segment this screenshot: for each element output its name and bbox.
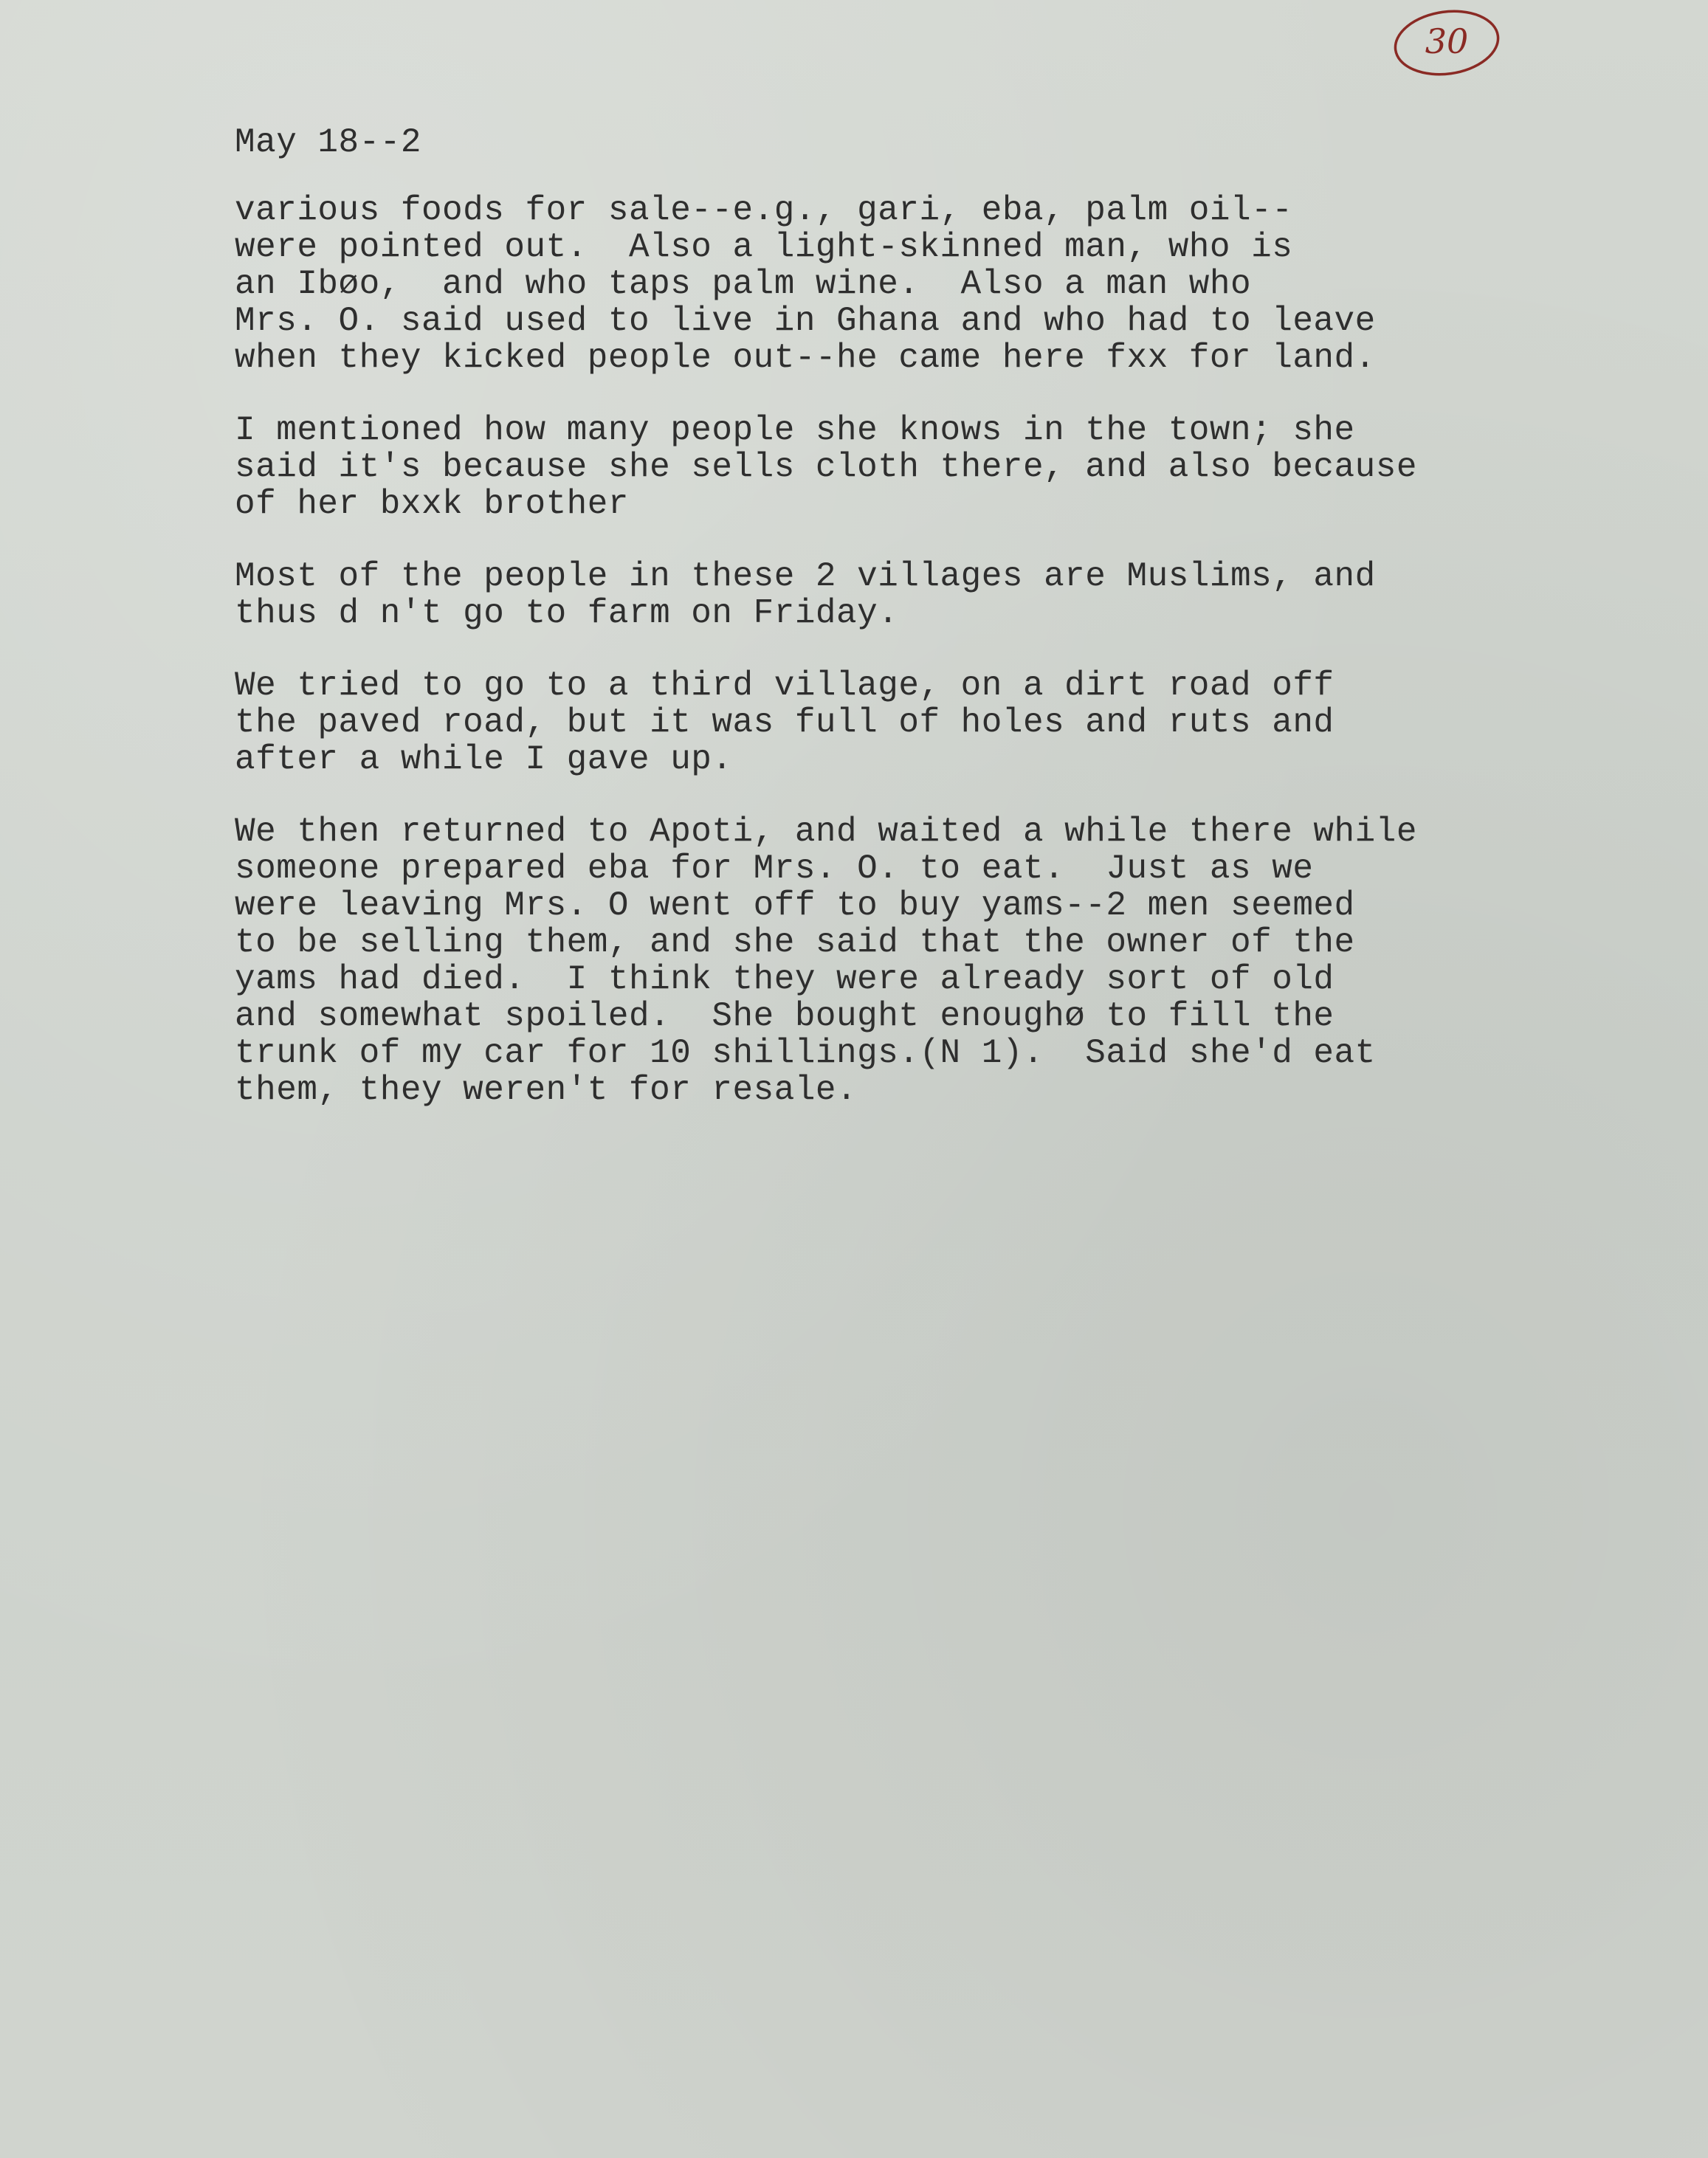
paragraph-3 xyxy=(235,558,1563,632)
text-line: various foods for sale--e.g., gari, eba, palm oil-- xyxy=(235,191,1293,230)
text-line: We then returned to Apoti, and waited a while there while xyxy=(235,813,1417,851)
text-line: them, they weren't for resale. xyxy=(235,1071,858,1109)
paragraph-4 xyxy=(235,667,1563,778)
text-line: to be selling them, and she said that the owner of the xyxy=(235,923,1355,962)
text-line: trunk of my car for 10 shillings.(N 1). Said she'd eat xyxy=(235,1034,1376,1072)
text-line: I mentioned how many people she knows in the town; she xyxy=(235,411,1355,449)
page-number-mark xyxy=(1388,6,1506,80)
text-line: when they kicked people out--he came here fxx for land. xyxy=(235,339,1376,377)
text-line: We tried to go to a third village, on a dirt road off xyxy=(235,666,1335,705)
text-line: Mrs. O. said used to live in Ghana and who had to leave xyxy=(235,302,1376,340)
text-line: the paved road, but it was full of holes and ruts and xyxy=(235,703,1335,742)
text-line: someone prepared eba for Mrs. O. to eat. Just as we xyxy=(235,849,1314,888)
paragraph-2 xyxy=(235,412,1563,523)
text-line: were pointed out. Also a light-skinned man, who is xyxy=(235,228,1293,266)
text-line: said it's because she sells cloth there, and also because xyxy=(235,448,1417,486)
text-line: and somewhat spoiled. She bought enoughø to fill the xyxy=(235,997,1335,1035)
text-line: of her bxxk brother xyxy=(235,485,629,523)
text-line: yams had died. I think they were already sort of old xyxy=(235,960,1335,999)
text-line: Most of the people in these 2 villages are Muslims, and xyxy=(235,557,1376,596)
date-heading: May 18--2 xyxy=(235,123,421,162)
text-line: were leaving Mrs. O went off to buy yams--2 men seemed xyxy=(235,886,1355,925)
text-line: after a while I gave up. xyxy=(235,740,733,779)
typed-text-body xyxy=(235,124,1563,1144)
text-line: thus d n't go to farm on Friday. xyxy=(235,594,899,632)
paragraph-5 xyxy=(235,813,1563,1109)
paragraph-1 xyxy=(235,192,1563,376)
text-line: an Ibøo, and who taps palm wine. Also a man who xyxy=(235,265,1252,303)
page-number-text: 30 xyxy=(1425,21,1469,61)
